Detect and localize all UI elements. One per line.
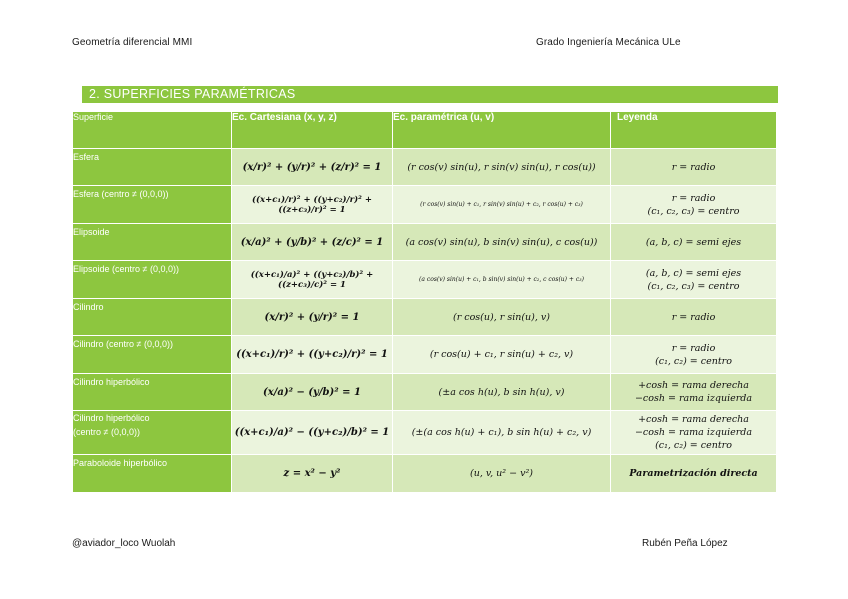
legend-line: (c₁, c₂, c₃) = centro	[647, 205, 740, 217]
legend-cell	[611, 224, 777, 261]
surface-name: Cilindro	[73, 299, 232, 336]
header-right: Grado Ingeniería Mecánica ULe	[536, 37, 681, 48]
table-row	[73, 299, 777, 336]
table-row	[73, 149, 777, 186]
surface-name-line2: (centro ≠ (0,0,0))	[73, 427, 140, 437]
cartesian-equation: (x/a)² + (y/b)² + (z/c)² = 1	[232, 224, 393, 261]
table-row	[73, 261, 777, 299]
cartesian-equation: z = x² − y²	[232, 455, 393, 493]
surface-name: Elipsoide (centro ≠ (0,0,0))	[73, 261, 232, 299]
legend-line: r = radio	[671, 192, 716, 204]
column-header-surface: Superficie	[73, 112, 232, 149]
parametric-equation: (r cos(u) + c₁, r sin(u) + c₂, v)	[393, 336, 611, 374]
parametric-equation: (±a cos h(u), b sin h(u), v)	[393, 374, 611, 411]
parametric-equation: (r cos(u), r sin(u), v)	[393, 299, 611, 336]
table-header-row	[73, 112, 777, 149]
cartesian-equation: ((x+c₁)/a)² − ((y+c₂)/b)² = 1	[232, 411, 393, 455]
surface-name: Esfera (centro ≠ (0,0,0))	[73, 186, 232, 224]
surface-name: Cilindro (centro ≠ (0,0,0))	[73, 336, 232, 374]
legend-cell	[611, 261, 777, 299]
legend-cell	[611, 186, 777, 224]
legend-line: (c₁, c₂, c₃) = centro	[647, 280, 740, 292]
parametric-equation: (a cos(v) sin(u) + c₁, b sin(v) sin(u) + c₂, c cos(u) + c₃)	[393, 261, 611, 299]
legend-line: −cosh = rama izquierda	[634, 393, 753, 404]
table-row	[73, 455, 777, 493]
legend-cell	[611, 336, 777, 374]
legend-line: +cosh = rama derecha	[638, 380, 749, 391]
column-header-cartesian: Ec. Cartesiana (x, y, z)	[232, 112, 393, 149]
surface-name: Cilindro hiperbólico	[73, 374, 232, 411]
footer-left: @aviador_loco Wuolah	[72, 538, 176, 549]
legend-line: −cosh = rama izquierda	[634, 427, 753, 438]
surface-name	[73, 411, 232, 455]
legend-line: +cosh = rama derecha	[638, 414, 749, 425]
surface-name-line1: Cilindro hiperbólico	[73, 413, 150, 423]
table-row	[73, 186, 777, 224]
legend-line: (c₁, c₂) = centro	[655, 355, 732, 367]
table-row	[73, 336, 777, 374]
section-title: 2. SUPERFICIES PARAMÉTRICAS	[82, 86, 778, 103]
cartesian-equation: (x/r)² + (y/r)² + (z/r)² = 1	[232, 149, 393, 186]
cartesian-equation: (x/r)² + (y/r)² = 1	[232, 299, 393, 336]
legend-cell	[611, 455, 777, 493]
legend-line: (a, b, c) = semi ejes	[645, 236, 742, 248]
table-row	[73, 224, 777, 261]
legend-line: r = radio	[671, 342, 716, 354]
surface-name: Paraboloide hiperbólico	[73, 455, 232, 493]
legend-line: Parametrización directa	[629, 468, 758, 479]
cartesian-equation: ((x+c₁)/r)² + ((y+c₂)/r)² + ((z+c₃)/r)² = 1	[232, 186, 393, 224]
parametric-equation: (r cos(v) sin(u), r sin(v) sin(u), r cos(u))	[393, 149, 611, 186]
legend-line: (c₁, c₂) = centro	[655, 440, 732, 451]
cartesian-equation: ((x+c₁)/r)² + ((y+c₂)/r)² = 1	[232, 336, 393, 374]
header-left: Geometría diferencial MMI	[72, 37, 193, 48]
table-row	[73, 411, 777, 455]
legend-cell	[611, 374, 777, 411]
parametric-equation: (r cos(v) sin(u) + c₁, r sin(v) sin(u) + c₂, r cos(u) + c₃)	[393, 186, 611, 224]
table-row	[73, 374, 777, 411]
legend-cell	[611, 299, 777, 336]
parametric-equation: (u, v, u² − v²)	[393, 455, 611, 493]
surface-name: Elipsoide	[73, 224, 232, 261]
cartesian-equation: ((x+c₁)/a)² + ((y+c₂)/b)² + ((z+c₃)/c)² = 1	[232, 261, 393, 299]
footer-right: Rubén Peña López	[642, 538, 728, 549]
legend-cell	[611, 411, 777, 455]
surface-name: Esfera	[73, 149, 232, 186]
column-header-parametric: Ec. paramétrica (u, v)	[393, 112, 611, 149]
parametric-equation: (±(a cos h(u) + c₁), b sin h(u) + c₂, v)	[393, 411, 611, 455]
legend-line: (a, b, c) = semi ejes	[645, 267, 742, 279]
column-header-legend: Leyenda	[611, 112, 777, 149]
legend-cell	[611, 149, 777, 186]
legend-line: r = radio	[671, 311, 716, 323]
surfaces-table	[72, 111, 777, 493]
parametric-equation: (a cos(v) sin(u), b sin(v) sin(u), c cos(u))	[393, 224, 611, 261]
cartesian-equation: (x/a)² − (y/b)² = 1	[232, 374, 393, 411]
legend-line: r = radio	[671, 161, 716, 173]
